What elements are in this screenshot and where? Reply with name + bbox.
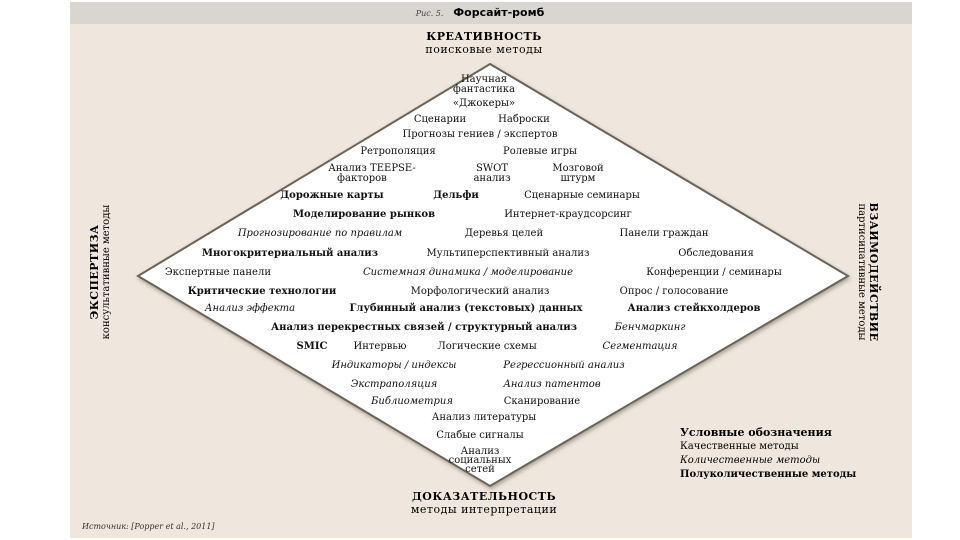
legend-title: Условные обозначения: [680, 426, 832, 439]
method-label: Прогнозирование по правилам: [237, 228, 403, 239]
method-label: Анализ перекрестных связей / структурный анализ: [270, 322, 578, 333]
method-label: штурм: [560, 173, 596, 184]
method-label: Ролевые игры: [503, 146, 577, 157]
method-label: факторов: [337, 173, 387, 184]
method-label: Сканирование: [503, 396, 581, 407]
method-label: Научная: [460, 74, 508, 85]
method-label: Сценарии: [413, 114, 467, 125]
method-label: Экстраполяция: [350, 379, 438, 390]
method-label: Анализ литературы: [431, 412, 537, 423]
pole-top-subtitle: поисковые методы: [425, 43, 543, 56]
method-label: Интервью: [353, 341, 407, 352]
legend-item-qualitative: Качественные методы: [680, 441, 799, 452]
method-label: Мозговой: [552, 163, 604, 174]
method-label: Индикаторы / индексы: [331, 360, 457, 371]
method-label: Интернет-краудсорсинг: [504, 209, 632, 220]
source-note: Источник: [Popper et al., 2011]: [82, 522, 215, 531]
method-label: сетей: [465, 464, 495, 475]
method-label: Анализ эффекта: [204, 303, 296, 314]
method-label: Анализ стейкхолдеров: [627, 303, 761, 314]
method-label: Экспертные панели: [165, 267, 271, 278]
method-label: SMIC: [296, 341, 328, 352]
method-label: Обследования: [678, 248, 754, 259]
method-label: Многокритериальный анализ: [201, 248, 379, 259]
pole-right-title: ВЗАИМОДЕЙСТВИЕ: [867, 202, 880, 342]
pole-right-subtitle: партисипативные методы: [856, 203, 867, 341]
pole-left-subtitle: консультативные методы: [101, 204, 112, 340]
method-label: SWOT: [476, 163, 508, 174]
method-label: Анализ TEEPSE-: [328, 163, 416, 174]
method-label: Морфологический анализ: [410, 286, 550, 297]
method-label: фантастика: [453, 84, 515, 95]
method-label: Дорожные карты: [280, 190, 384, 201]
pole-top-title: КРЕАТИВНОСТЬ: [426, 30, 542, 43]
method-label: Дельфи: [433, 190, 479, 201]
pole-left: [88, 205, 112, 340]
method-label: Сегментация: [602, 341, 678, 352]
legend-item-semi-quantitative: Полуколичественные методы: [680, 469, 857, 480]
method-label: Опрос / голосование: [619, 286, 729, 297]
method-label: Библиометрия: [371, 396, 453, 407]
method-label: Конференции / семинары: [646, 267, 782, 278]
figure-number: Рис. 5.: [415, 9, 444, 18]
method-label: Анализ: [460, 446, 500, 457]
method-label: Сценарные семинары: [524, 190, 640, 201]
method-label: Системная динамика / моделирование: [363, 267, 573, 278]
method-label: Слабые сигналы: [436, 430, 524, 441]
method-label: Бенчмаркинг: [614, 322, 686, 333]
method-label: Деревья целей: [464, 228, 544, 239]
pole-top: [425, 30, 542, 56]
legend: [680, 426, 856, 482]
figure-name: Форсайт-ромб: [453, 6, 545, 19]
method-label: Моделирование рынков: [292, 209, 436, 220]
pole-bottom: [411, 490, 557, 516]
method-label: Панели граждан: [619, 228, 709, 239]
method-label: «Джокеры»: [452, 98, 516, 109]
pole-right: [856, 203, 880, 342]
method-label: Мультиперспективный анализ: [426, 248, 590, 259]
pole-left-title: ЭКСПЕРТИЗА: [88, 224, 101, 320]
method-label: Логические схемы: [437, 341, 537, 352]
method-label: анализ: [473, 173, 511, 184]
pole-bottom-title: ДОКАЗАТЕЛЬНОСТЬ: [411, 490, 557, 503]
method-label: Ретрополяция: [360, 146, 436, 157]
legend-item-quantitative: Количественные методы: [680, 455, 821, 466]
pole-bottom-subtitle: методы интерпретации: [410, 503, 558, 516]
method-label: Прогнозы гениев / экспертов: [402, 129, 558, 140]
method-label: социальных: [448, 455, 512, 466]
method-label: Наброски: [498, 114, 550, 125]
method-label: Регрессионный анализ: [503, 360, 625, 371]
method-label: Анализ патентов: [503, 379, 601, 390]
method-label: Критические технологии: [187, 286, 337, 297]
method-label: Глубинный анализ (текстовых) данных: [349, 303, 583, 314]
